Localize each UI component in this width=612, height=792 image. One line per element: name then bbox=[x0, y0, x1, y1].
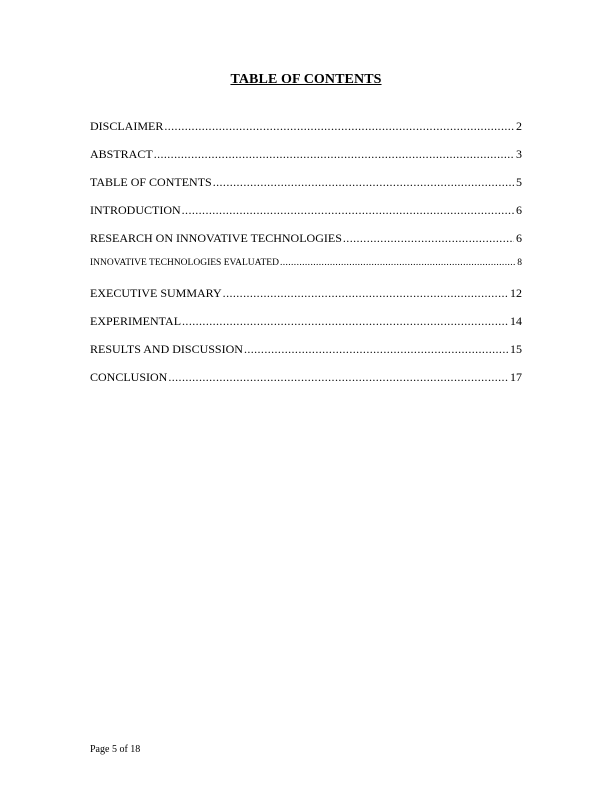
toc-dot-leader bbox=[168, 370, 508, 385]
toc-entry-disclaimer[interactable] bbox=[90, 119, 522, 147]
toc-entry-experimental[interactable] bbox=[90, 314, 522, 342]
toc-entry-page: 5 bbox=[516, 174, 522, 189]
toc-entry-label: TABLE OF CONTENTS bbox=[90, 174, 212, 189]
toc-entry-label: RESEARCH ON INNOVATIVE TECHNOLOGIES bbox=[90, 230, 342, 245]
toc-entry-research[interactable] bbox=[90, 231, 522, 259]
toc-dot-leader bbox=[244, 342, 508, 357]
toc-entry-page: 12 bbox=[510, 286, 522, 301]
toc-entry-page: 15 bbox=[510, 342, 522, 357]
toc-dot-leader bbox=[154, 147, 514, 162]
toc-entry-results[interactable] bbox=[90, 342, 522, 370]
toc-dot-leader bbox=[213, 175, 514, 190]
toc-dot-leader bbox=[164, 119, 514, 134]
toc-entry-page: 2 bbox=[516, 119, 522, 133]
toc-entry-page: 6 bbox=[516, 202, 522, 217]
page-footer: Page 5 of 18 bbox=[90, 744, 141, 755]
toc-entry-page: 8 bbox=[517, 258, 522, 269]
toc-entry-label: DISCLAIMER bbox=[90, 119, 164, 133]
toc-entry-page: 6 bbox=[516, 230, 522, 245]
table-of-contents bbox=[90, 119, 522, 398]
toc-dot-leader bbox=[280, 258, 515, 268]
toc-entry-label: RESULTS AND DISCUSSION bbox=[90, 342, 243, 357]
toc-entry-introduction[interactable] bbox=[90, 203, 522, 231]
toc-entry-label: INTRODUCTION bbox=[90, 202, 181, 217]
toc-entry-table-of-contents[interactable] bbox=[90, 175, 522, 203]
page-title: TABLE OF CONTENTS bbox=[230, 72, 382, 87]
toc-entry-page: 14 bbox=[510, 314, 522, 329]
toc-entry-conclusion[interactable] bbox=[90, 370, 522, 398]
toc-dot-leader bbox=[223, 286, 508, 301]
toc-entry-technologies-evaluated[interactable] bbox=[90, 258, 522, 286]
toc-dot-leader bbox=[182, 314, 508, 329]
toc-entry-page: 17 bbox=[510, 370, 522, 385]
toc-entry-abstract[interactable] bbox=[90, 147, 522, 175]
toc-entry-label: ABSTRACT bbox=[90, 146, 153, 161]
toc-entry-label: INNOVATIVE TECHNOLOGIES EVALUATED bbox=[90, 258, 279, 269]
toc-entry-label: EXPERIMENTAL bbox=[90, 314, 182, 329]
toc-entry-label: CONCLUSION bbox=[90, 370, 168, 385]
toc-dot-leader bbox=[343, 231, 514, 246]
toc-entry-page: 3 bbox=[516, 146, 522, 161]
toc-dot-leader bbox=[182, 203, 514, 218]
toc-entry-label: EXECUTIVE SUMMARY bbox=[90, 286, 222, 301]
toc-entry-executive-summary[interactable] bbox=[90, 286, 522, 314]
